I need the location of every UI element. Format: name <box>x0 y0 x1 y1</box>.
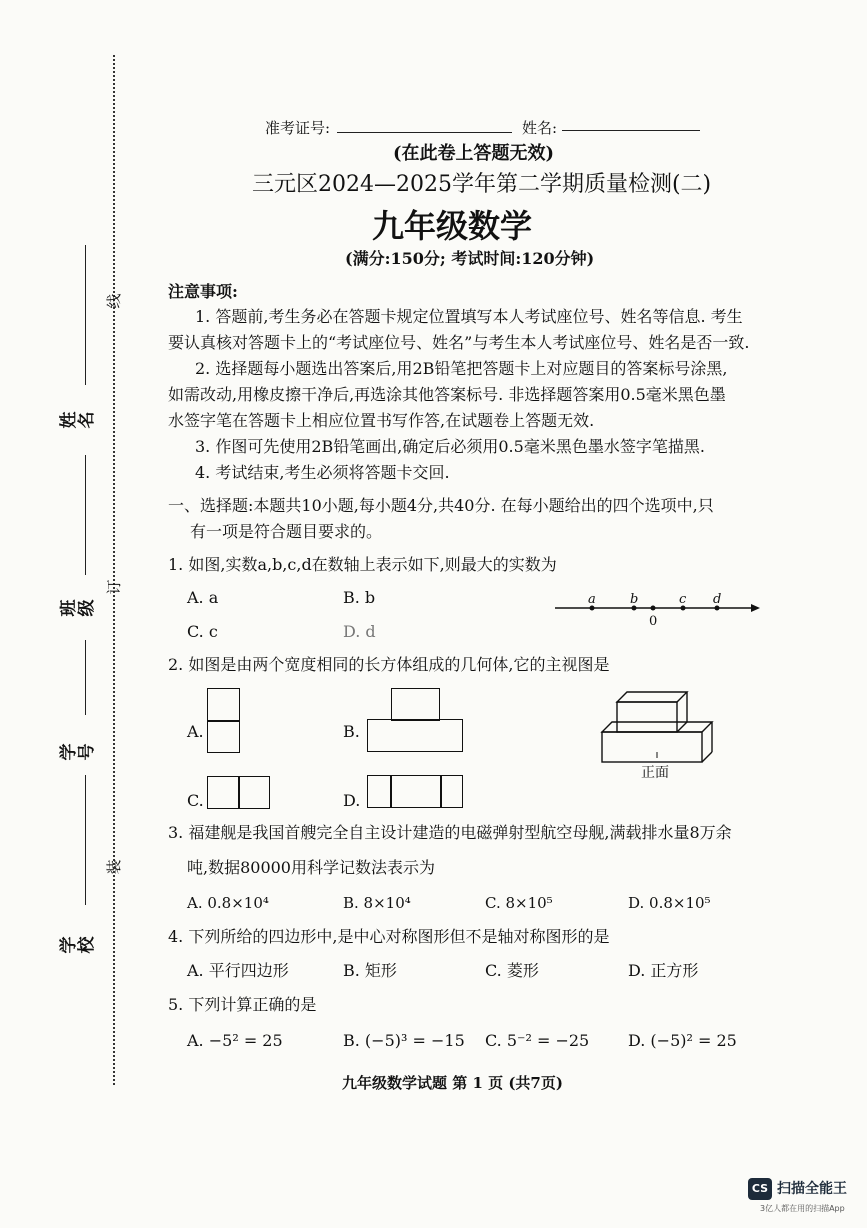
q2-option-b-letter: B. <box>343 722 360 741</box>
section1-line2: 有一项是符合题目要求的。 <box>190 522 383 541</box>
q4-stem: 4. 下列所给的四边形中,是中心对称图形但不是轴对称图形的是 <box>168 927 610 946</box>
q3-option-b: B. 8×10⁴ <box>343 894 411 912</box>
exam-id-label: 准考证号: <box>265 119 331 137</box>
q4-option-b: B. 矩形 <box>343 961 397 980</box>
q3-option-c: C. 8×10⁵ <box>485 894 553 912</box>
score-time: (满分:150分; 考试时间:120分钟) <box>345 249 595 268</box>
scanner-badge-icon: CS <box>748 1178 772 1200</box>
q2-front-label: 正面 <box>641 765 669 781</box>
scanner-tagline: 3亿人都在用的扫描App <box>760 1204 845 1213</box>
q3-option-d: D. 0.8×10⁵ <box>628 894 711 912</box>
notes-line-7: 4. 考试结束,考生必须将答题卡交回. <box>195 463 450 482</box>
q3-stem-line1: 3. 福建舰是我国首艘完全自主设计建造的电磁弹射型航空母舰,满载排水量8万余 <box>168 823 732 842</box>
q5-option-b: B. (−5)³ = −15 <box>343 1031 465 1050</box>
name-field-line <box>85 245 87 385</box>
q2-solid-figure <box>602 690 722 770</box>
q1-stem: 1. 如图,实数a,b,c,d在数轴上表示如下,则最大的实数为 <box>168 555 557 574</box>
subject-title: 九年级数学 <box>372 207 533 245</box>
notes-line-6: 3. 作图可先使用2B铅笔画出,确定后必须用0.5毫米黑色墨水签字笔描黑. <box>195 437 705 456</box>
class-field-line <box>85 455 87 575</box>
q1-option-c: C. c <box>187 622 218 641</box>
student-id-field-line <box>85 640 87 715</box>
q5-option-c: C. 5⁻² = −25 <box>485 1031 590 1050</box>
q1-option-a: A. a <box>187 588 219 607</box>
margin-label-school: 学校 <box>59 936 97 954</box>
invalid-notice: (在此卷上答题无效) <box>393 143 555 164</box>
margin-label-class: 班级 <box>59 599 97 617</box>
q1-option-d: D. d <box>343 622 376 641</box>
notes-line-4: 如需改动,用橡皮擦干净后,再选涂其他答案标号. 非选择题答案用0.5毫米黑色墨 <box>168 385 726 404</box>
scanner-brand: 扫描全能王 <box>777 1181 847 1197</box>
exam-title: 三元区2024—2025学年第二学期质量检测(二) <box>252 172 712 197</box>
margin-label-name: 姓名 <box>59 411 97 429</box>
axis-label-c: c <box>679 592 687 607</box>
notes-line-2: 要认真核对答题卡上的“考试座位号、姓名”与考生本人考试座位号、姓名是否一致. <box>168 333 750 352</box>
notes-heading: 注意事项: <box>168 282 238 301</box>
q2-option-d-letter: D. <box>343 791 361 810</box>
binding-dotted-line <box>113 55 115 1085</box>
name-label: 姓名: <box>522 119 558 137</box>
page-footer: 九年级数学试题 第 1 页 (共7页) <box>342 1074 563 1092</box>
axis-label-b: b <box>630 592 639 607</box>
axis-origin-label: 0 <box>649 614 658 629</box>
notes-line-1: 1. 答题前,考生务必在答题卡规定位置填写本人考试座位号、姓名等信息. 考生 <box>195 307 743 326</box>
name-field[interactable] <box>562 130 700 131</box>
q4-option-d: D. 正方形 <box>628 961 699 980</box>
q2-option-c-letter: C. <box>187 791 204 810</box>
q2-option-a-letter: A. <box>187 722 204 741</box>
axis-label-a: a <box>588 592 596 607</box>
q1-option-b: B. b <box>343 588 376 607</box>
section1-line1: 一、选择题:本题共10小题,每小题4分,共40分. 在每小题给出的四个选项中,只 <box>168 496 714 515</box>
q2-stem: 2. 如图是由两个宽度相同的长方体组成的几何体,它的主视图是 <box>168 655 610 674</box>
q3-option-a: A. 0.8×10⁴ <box>187 894 269 912</box>
notes-line-3: 2. 选择题每小题选出答案后,用2B铅笔把答题卡上对应题目的答案标号涂黑, <box>195 359 728 378</box>
school-field-line <box>85 775 87 905</box>
q4-option-c: C. 菱形 <box>485 961 539 980</box>
q5-option-d: D. (−5)² = 25 <box>628 1031 737 1050</box>
notes-line-5: 水签字笔在答题卡上相应位置书写作答,在试题卷上答题无效. <box>168 411 595 430</box>
margin-label-staple: 装 <box>105 859 123 875</box>
q4-option-a: A. 平行四边形 <box>187 961 289 980</box>
q1-number-line <box>555 592 765 632</box>
exam-id-field[interactable] <box>337 132 512 133</box>
axis-label-d: d <box>713 592 722 607</box>
margin-label-line: 线 <box>105 293 123 309</box>
q5-option-a: A. −5² = 25 <box>187 1031 283 1050</box>
margin-label-bind: 订 <box>105 579 123 595</box>
q5-stem: 5. 下列计算正确的是 <box>168 995 317 1014</box>
q3-stem-line2: 吨,数据80000用科学记数法表示为 <box>187 858 435 877</box>
margin-label-student-id: 学号 <box>59 743 97 761</box>
